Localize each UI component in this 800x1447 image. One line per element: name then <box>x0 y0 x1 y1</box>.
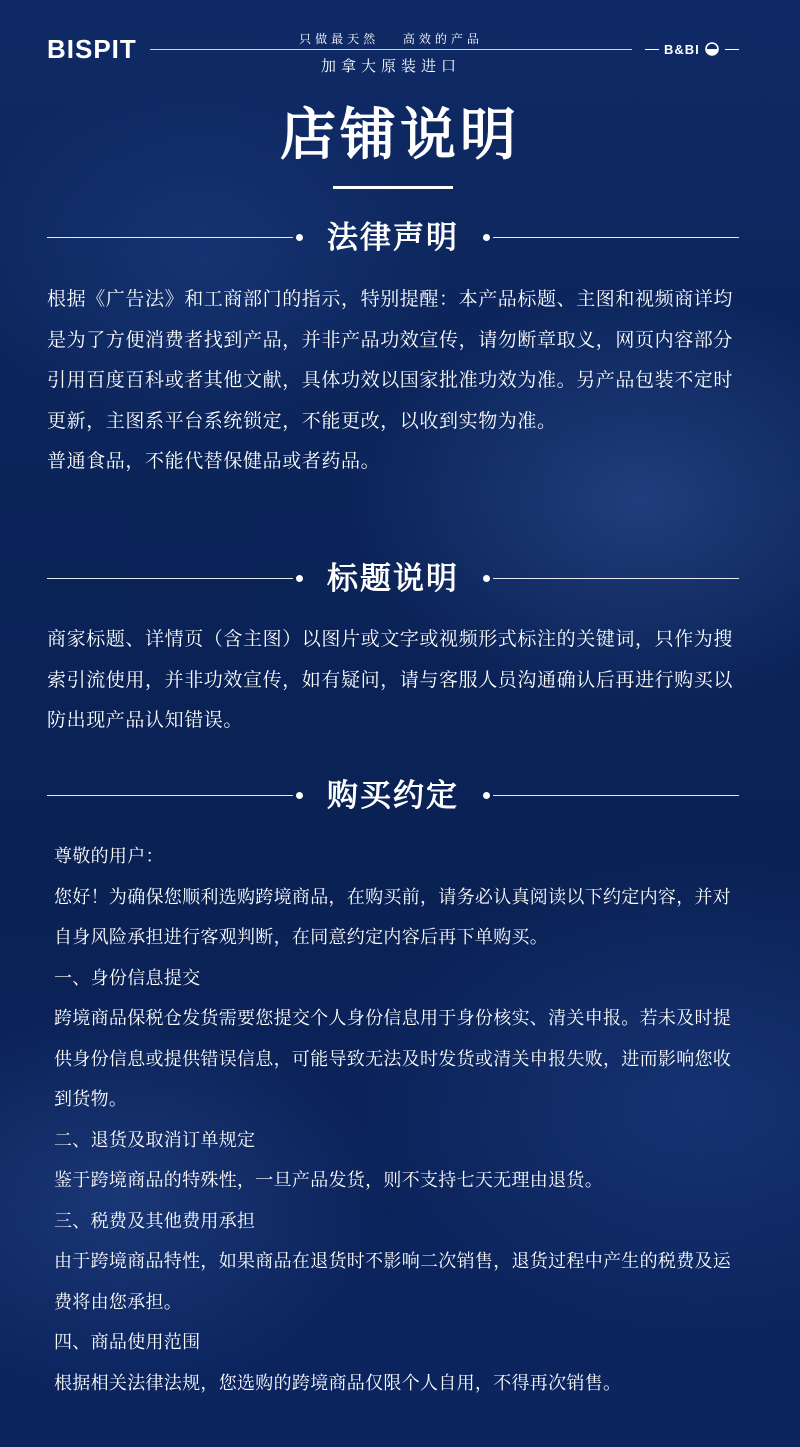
title-notice-body <box>47 619 747 741</box>
legal-paragraph: 普通食品，不能代替保健品或者药品。 <box>47 450 381 472</box>
clause-title: 三、税费及其他费用承担 <box>54 1210 256 1232</box>
heading-dot-right <box>483 234 490 241</box>
slogan-top: 只做最天然 高效的产品 <box>299 32 483 46</box>
title-notice-paragraph: 商家标题、详情页（含主图）以图片或文字或视频形式标注的关键词，只作为搜索引流使用，并非功效宣传，如有疑问，请与客服人员沟通确认后再进行购买以防出现产品认知错误。 <box>47 628 734 731</box>
badge-text: B&BI <box>664 41 700 57</box>
slogan-bottom: 加拿大原装进口 <box>320 57 461 75</box>
clause-title: 四、商品使用范围 <box>54 1332 201 1353</box>
section-heading-purchase-agreement <box>47 774 739 818</box>
heading-dot-right <box>483 575 490 582</box>
badge-dash-right <box>725 49 739 50</box>
legal-statement-body <box>47 279 747 482</box>
legal-paragraph: 根据《广告法》和工商部门的指示，特别提醒：本产品标题、主图和视频商详均是为了方便消费者找到产品，并非产品功效宣传，请勿断章取义，网页内容部分引用百度百科或者其他文献，具体功效以国家批准功效为准。另产品包装不定时更新，主图系平台系统锁定，不能更改，以收到实物为准。 <box>47 288 734 432</box>
clause-body: 由于跨境商品特性，如果商品在退货时不影响二次销售，退货过程中产生的税费及运费将由您承担。 <box>54 1251 732 1313</box>
heading-label: 标题说明 <box>327 561 459 597</box>
brand-badge <box>645 39 739 59</box>
badge-dash-left <box>645 49 659 50</box>
clause-body: 跨境商品保税仓发货需要您提交个人身份信息用于身份核实、清关申报。若未及时提供身份信息或提供错误信息，可能导致无法及时发货或清关申报失败，进而影响您收到货物。 <box>54 1008 732 1110</box>
heading-label: 购买约定 <box>327 778 459 814</box>
heading-label: 法律声明 <box>327 220 459 256</box>
section-heading-legal <box>47 216 739 260</box>
title-underline <box>333 186 453 189</box>
purchase-agreement-body <box>54 837 746 1404</box>
agreement-intro: 您好！为确保您顺利选购跨境商品，在购买前，请务必认真阅读以下约定内容，并对自身风险承担进行客观判断，在同意约定内容后再下单购买。 <box>54 886 732 948</box>
half-moon-icon <box>705 42 719 56</box>
clause-title: 一、身份信息提交 <box>54 967 201 989</box>
heading-dot-right <box>483 792 490 799</box>
clause-body: 根据相关法律法规，您选购的跨境商品仅限个人自用，不得再次销售。 <box>54 1372 622 1394</box>
clause-title: 二、退货及取消订单规定 <box>54 1129 256 1151</box>
page-title: 店铺说明 <box>280 103 520 168</box>
header-divider <box>150 49 632 50</box>
greeting: 尊敬的用户： <box>54 846 164 867</box>
heading-line-right <box>493 237 739 238</box>
brand-logo: BISPIT <box>47 34 137 64</box>
header <box>0 0 800 90</box>
heading-line-right <box>493 795 739 796</box>
heading-line-right <box>493 578 739 579</box>
clause-body: 鉴于跨境商品的特殊性，一旦产品发货，则不支持七天无理由退货。 <box>54 1170 603 1191</box>
section-heading-title-notice <box>47 557 739 601</box>
